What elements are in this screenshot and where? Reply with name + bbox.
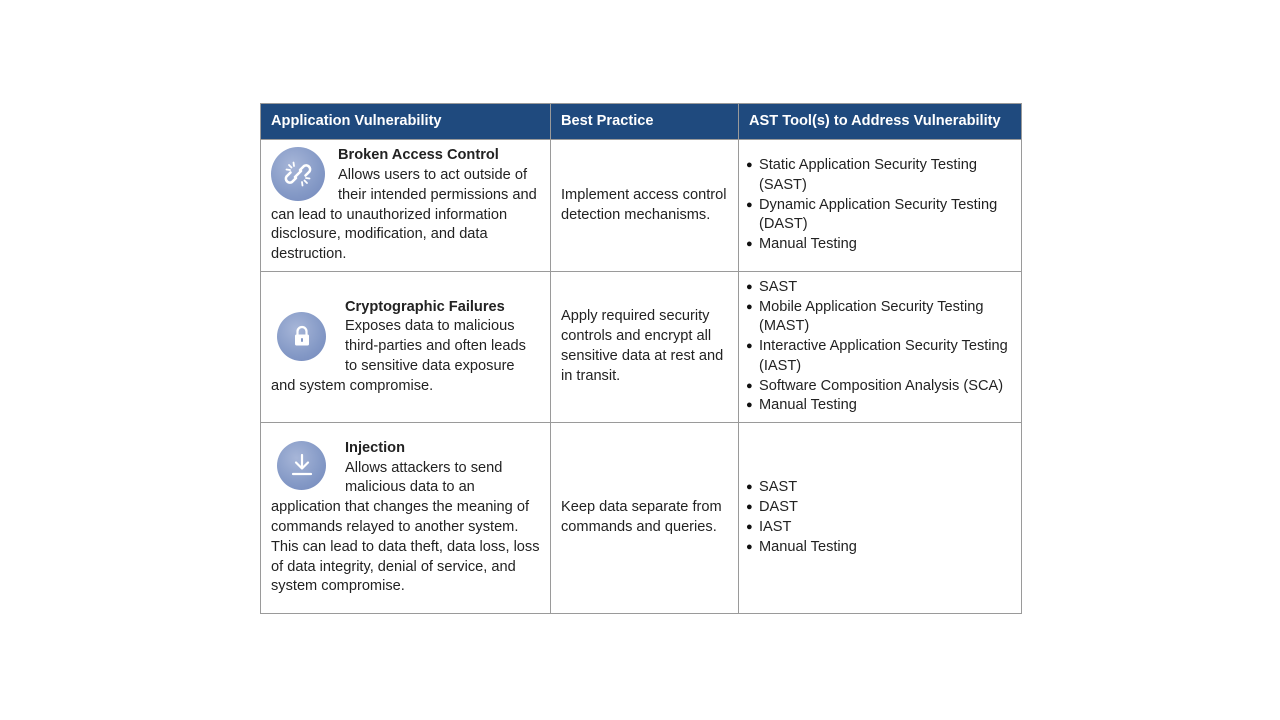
list-item: ● SAST <box>746 478 1015 498</box>
vulnerability-description: Exposes data to malicious third-parties and often leads to sensitive data exposure and system compromise. <box>271 318 526 394</box>
broken-link-icon <box>271 147 325 201</box>
table-row <box>261 423 1022 614</box>
tools-list <box>746 278 1015 417</box>
vulnerability-title: Injection <box>345 439 405 456</box>
list-item: ● Manual Testing <box>746 538 1015 558</box>
vulnerability-cell <box>261 140 551 272</box>
table-row <box>261 272 1022 423</box>
list-item: ● Dynamic Application Security Testing (DAST) <box>746 196 1015 236</box>
tools-cell <box>739 423 1022 614</box>
list-item: ● Static Application Security Testing (SAST) <box>746 156 1015 196</box>
table-header-row <box>261 104 1022 140</box>
vulnerability-description: Allows attackers to send malicious data to an application that changes the meaning of commands relayed to another system. This can lead to data theft, data loss, loss of data integrity, denial of service, and system compromise. <box>271 459 540 595</box>
download-arrow-icon <box>277 441 326 490</box>
vulnerability-table <box>260 103 1022 614</box>
tools-list <box>746 156 1015 255</box>
tools-cell <box>739 140 1022 272</box>
tools-cell <box>739 272 1022 423</box>
vulnerability-title: Cryptographic Failures <box>345 298 505 315</box>
vulnerability-title: Broken Access Control <box>338 147 499 164</box>
best-practice-cell: Apply required security controls and encrypt all sensitive data at rest and in transit. <box>551 272 739 423</box>
vulnerability-cell <box>261 272 551 423</box>
tools-list <box>746 478 1015 557</box>
list-item: ● DAST <box>746 498 1015 518</box>
list-item: ● IAST <box>746 518 1015 538</box>
list-item: ● Interactive Application Security Testing (IAST) <box>746 337 1015 377</box>
lock-icon <box>277 312 326 361</box>
vulnerability-description: Allows users to act outside of their intended permissions and can lead to unauthorized information disclosure, modification, and data destruction. <box>271 166 537 263</box>
list-item: ● Manual Testing <box>746 235 1015 255</box>
header-application-vulnerability: Application Vulnerability <box>261 104 551 140</box>
list-item: ● SAST <box>746 278 1015 298</box>
list-item: ● Mobile Application Security Testing (MAST) <box>746 298 1015 338</box>
table-row <box>261 140 1022 272</box>
vulnerability-cell <box>261 423 551 614</box>
header-ast-tools: AST Tool(s) to Address Vulnerability <box>739 104 1022 140</box>
header-best-practice: Best Practice <box>551 104 739 140</box>
best-practice-cell: Implement access control detection mechanisms. <box>551 140 739 272</box>
list-item: ● Manual Testing <box>746 396 1015 416</box>
best-practice-cell: Keep data separate from commands and queries. <box>551 423 739 614</box>
list-item: ● Software Composition Analysis (SCA) <box>746 377 1015 397</box>
